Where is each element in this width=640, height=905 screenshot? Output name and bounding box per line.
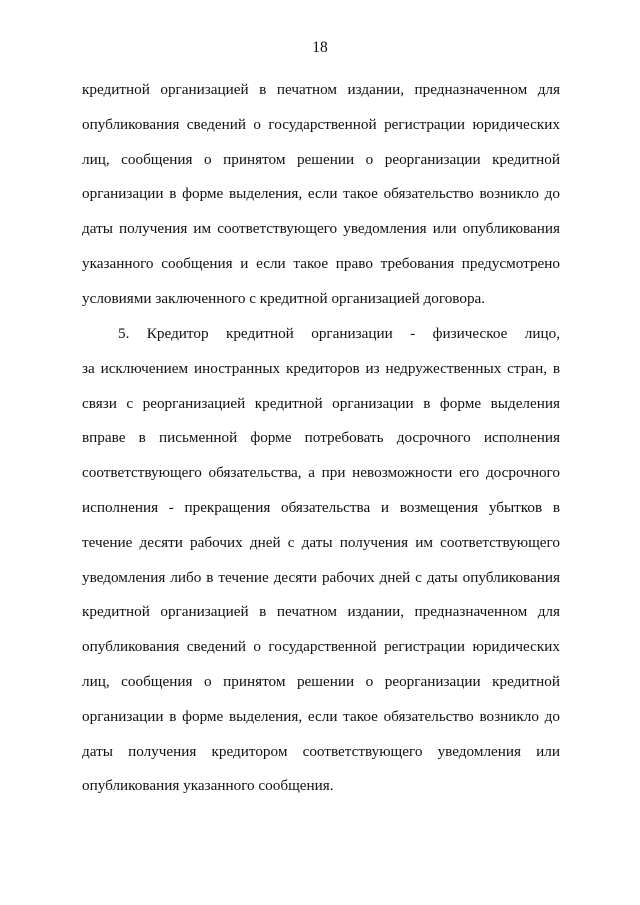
- text-line: лиц, сообщения о принятом решении о реорганизации кредитной: [82, 672, 560, 690]
- paragraph-2: [82, 317, 560, 804]
- text-line: течение десяти рабочих дней с даты получения им соответствующего: [82, 533, 560, 551]
- text-line: даты получения им соответствующего уведомления или опубликования: [82, 220, 560, 238]
- text-line: опубликования указанного сообщения.: [82, 777, 334, 795]
- text-line: уведомления либо в течение десяти рабочих дней с даты опубликования: [82, 568, 560, 586]
- text-line: кредитной организацией в печатном издании, предназначенном для: [82, 81, 560, 98]
- text-line: исполнения - прекращения обязательства и возмещения убытков в: [82, 498, 560, 516]
- text-line: 5. Кредитор кредитной организации - физическое лицо,: [118, 325, 560, 342]
- text-line: кредитной организацией в печатном издании, предназначенном для: [82, 603, 560, 621]
- page-number: 18: [312, 39, 328, 56]
- paragraph-1: [82, 73, 560, 317]
- text-line: указанного сообщения и если такое право требования предусмотрено: [82, 254, 560, 272]
- text-line: вправе в письменной форме потребовать досрочного исполнения: [82, 429, 560, 447]
- text-line: опубликования сведений о государственной регистрации юридических: [82, 115, 560, 133]
- text-line: лиц, сообщения о принятом решении о реорганизации кредитной: [82, 150, 560, 168]
- text-line: за исключением иностранных кредиторов из недружественных стран, в: [82, 359, 560, 377]
- text-line: организации в форме выделения, если такое обязательство возникло до: [82, 707, 560, 725]
- text-line: соответствующего обязательства, а при невозможности его досрочного: [82, 464, 560, 482]
- text-line: организации в форме выделения, если такое обязательство возникло до: [82, 185, 560, 203]
- text-line: условиями заключенного с кредитной организацией договора.: [82, 289, 486, 307]
- text-line: связи с реорганизацией кредитной организации в форме выделения: [82, 394, 560, 412]
- text-line: даты получения кредитором соответствующего уведомления или: [82, 742, 560, 760]
- text-line: опубликования сведений о государственной регистрации юридических: [82, 638, 560, 656]
